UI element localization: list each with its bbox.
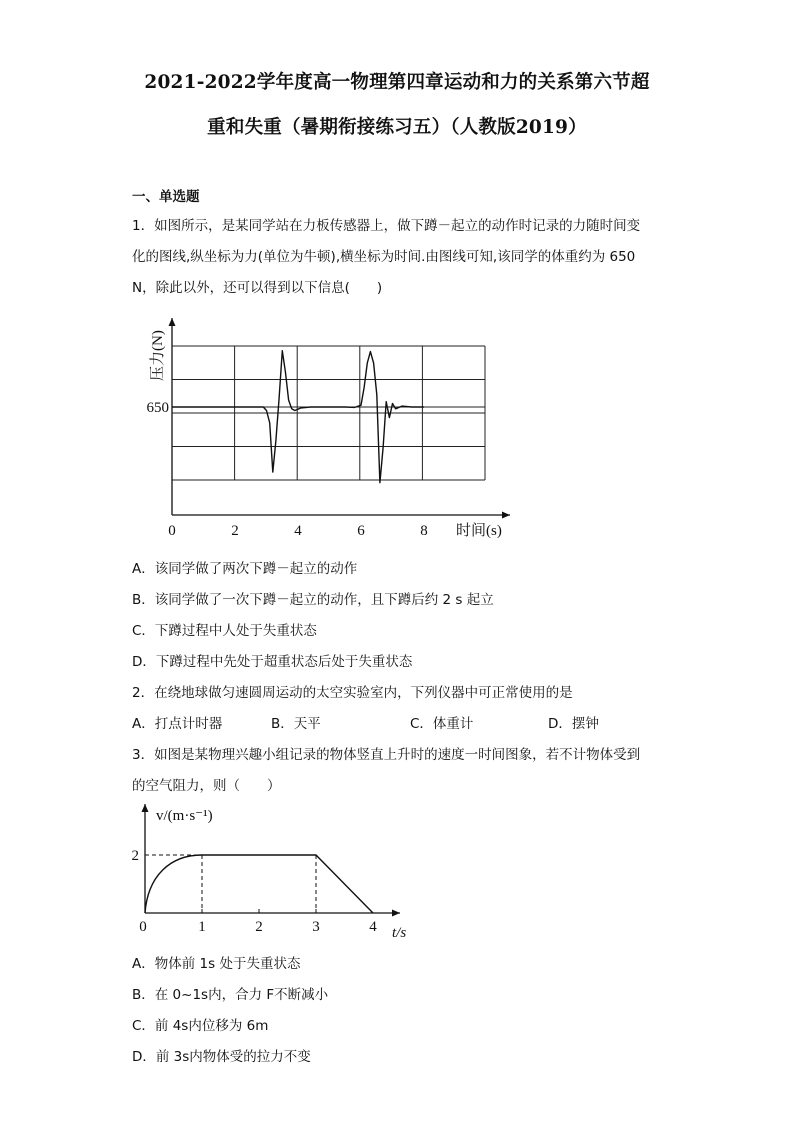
- x-axis-arrow: [392, 910, 400, 917]
- q3-stem-line-2: 的空气阻力，则（ ）: [132, 778, 281, 794]
- x-tick-label: 3: [312, 919, 320, 935]
- x-axis-arrow: [502, 512, 510, 519]
- q1-option-c: C．下蹲过程中人处于失重状态: [132, 623, 317, 639]
- section-heading: 一、单选题: [132, 189, 200, 205]
- paper-title-line-2: 重和失重（暑期衔接练习五）（人教版2019）: [207, 117, 587, 138]
- x-axis-label: 时间(s): [456, 523, 502, 539]
- paper-title-line-1: 2021-2022学年度高一物理第四章运动和力的关系第六节超: [144, 72, 650, 93]
- y-tick-label: 2: [131, 848, 139, 864]
- x-axis-label: t/s: [392, 925, 407, 941]
- x-tick-label: 4: [294, 523, 302, 539]
- q3-option-c: C．前 4s内位移为 6m: [132, 1018, 269, 1034]
- y-axis-label: v/(m·s⁻¹): [156, 808, 213, 824]
- q1-stem-line-3: N，除此以外，还可以得到以下信息( ): [132, 280, 383, 296]
- q2-option-a: A．打点计时器: [132, 716, 223, 732]
- y-axis-arrow: [169, 318, 176, 326]
- y-axis-arrow: [142, 804, 149, 812]
- x-tick-label: 1: [198, 919, 206, 935]
- q2-stem: 2．在绕地球做匀速圆周运动的太空实验室内，下列仪器中可正常使用的是: [132, 685, 573, 701]
- force-curve: [172, 351, 424, 483]
- q2-option-d: D．摆钟: [548, 716, 599, 732]
- q3-option-a: A．物体前 1s 处于失重状态: [132, 956, 301, 972]
- y-axis-label: 压力(N): [150, 330, 166, 381]
- q2-option-b: B．天平: [271, 716, 321, 732]
- q2-option-c: C．体重计: [410, 716, 474, 732]
- x-tick-label: 6: [357, 523, 365, 539]
- q1-stem-line-1: 1．如图所示，是某同学站在力板传感器上，做下蹲－起立的动作时记录的力随时间变: [132, 218, 641, 234]
- x-tick-label: 0: [168, 523, 176, 539]
- q1-stem-line-2: 化的图线,纵坐标为力(单位为牛顿),横坐标为时间.由图线可知,该同学的体重约为 650: [132, 249, 636, 265]
- x-tick-label: 8: [420, 523, 428, 539]
- q1-option-d: D．下蹲过程中先处于超重状态后处于失重状态: [132, 654, 413, 670]
- q3-option-d: D．前 3s内物体受的拉力不变: [132, 1049, 311, 1065]
- q1-option-a: A．该同学做了两次下蹲－起立的动作: [132, 561, 358, 577]
- x-tick-label: 0: [139, 919, 147, 935]
- x-tick-label: 2: [231, 523, 239, 539]
- q3-option-b: B．在 0~1s内，合力 F不断减小: [132, 987, 329, 1003]
- velocity-time-chart: [130, 800, 420, 945]
- velocity-curve: [145, 855, 373, 913]
- y-tick-label: 650: [146, 400, 169, 416]
- q3-stem-line-1: 3．如图是某物理兴趣小组记录的物体竖直上升时的速度一时间图象，若不计物体受到: [132, 747, 641, 763]
- force-time-chart: [130, 310, 530, 545]
- x-tick-label: 4: [369, 919, 377, 935]
- q1-option-b: B．该同学做了一次下蹲－起立的动作，且下蹲后约 2 s 起立: [132, 592, 494, 608]
- x-tick-label: 2: [255, 919, 263, 935]
